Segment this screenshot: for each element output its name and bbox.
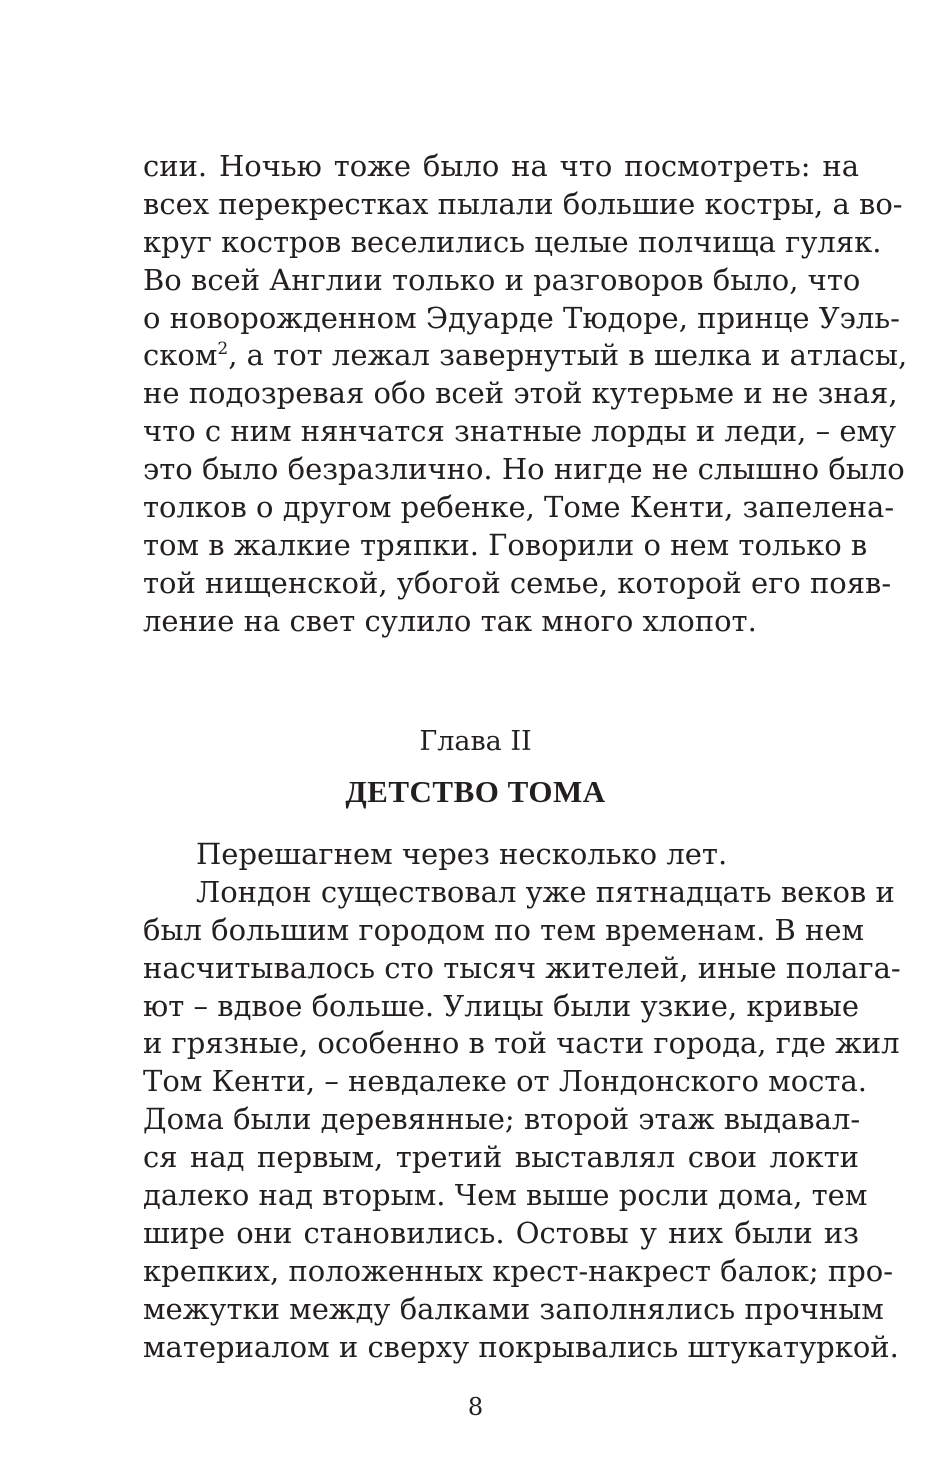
chapter-body <box>143 836 901 1366</box>
text-fragment: ском <box>143 338 218 373</box>
text-line <box>143 337 908 375</box>
text-line: всех перекрестках пылали большие костры, а во- <box>143 186 903 221</box>
text-line: это было безразлично. Но нигде не слышно было <box>143 452 905 487</box>
text-line: далеко над вторым. Чем выше росли дома, тем <box>143 1178 868 1213</box>
text-line: толков о другом ребенке, Томе Кенти, запелена- <box>143 490 895 525</box>
text-line: той нищенской, убогой семье, которой его появ- <box>143 565 892 600</box>
chapter-label: Глава II <box>419 726 532 757</box>
text-line: межутки между балками заполнялись прочным <box>143 1291 884 1326</box>
text-line: не подозревая обо всей этой кутерьме и не зная, <box>143 376 898 411</box>
text-line: том в жалкие тряпки. Говорили о нем только в <box>143 527 868 562</box>
text-line: о новорожденном Эдуарде Тюдоре, принце Уэль- <box>143 300 900 335</box>
text-line: материалом и сверху покрывались штукатуркой. <box>143 1329 899 1364</box>
text-line: ют – вдвое больше. Улицы были узкие, кривые <box>143 988 859 1023</box>
continued-paragraph <box>143 148 908 641</box>
text-line: Во всей Англии только и разговоров было, что <box>143 262 861 297</box>
text-fragment: , а тот лежал завернутый в шелка и атласы, <box>228 338 908 373</box>
page-number: 8 <box>467 1393 484 1421</box>
text-line: крепких, положенных крест-накрест балок; про- <box>143 1253 894 1288</box>
text-line: насчитывалось сто тысяч жителей, иные полага- <box>143 950 901 985</box>
text-line: круг костров веселились целые полчища гуляк. <box>143 224 882 259</box>
text-line: Дома были деревянные; второй этаж выдавал- <box>143 1102 861 1137</box>
chapter-title: ДЕТСТВО ТОМА <box>345 774 606 809</box>
text-line: был большим городом по тем временам. В нем <box>143 912 865 947</box>
text-line: Лондон существовал уже пятнадцать веков и <box>196 874 895 909</box>
text-line: что с ним нянчатся знатные лорды и леди, – ему <box>143 414 897 449</box>
text-line: ся над первым, третий выставлял свои локти <box>143 1140 859 1175</box>
text-line: сии. Ночью тоже было на что посмотреть: на <box>143 149 859 183</box>
text-line: Том Кенти, – невдалеке от Лондонского моста. <box>143 1064 867 1099</box>
text-line: Перешагнем через несколько лет. <box>196 837 728 871</box>
footnote-marker: 2 <box>217 339 229 360</box>
text-line: шире они становились. Остовы у них были из <box>143 1215 859 1250</box>
text-line: и грязные, особенно в той части города, где жил <box>143 1026 900 1061</box>
text-line: ление на свет сулило так много хлопот. <box>143 603 757 638</box>
